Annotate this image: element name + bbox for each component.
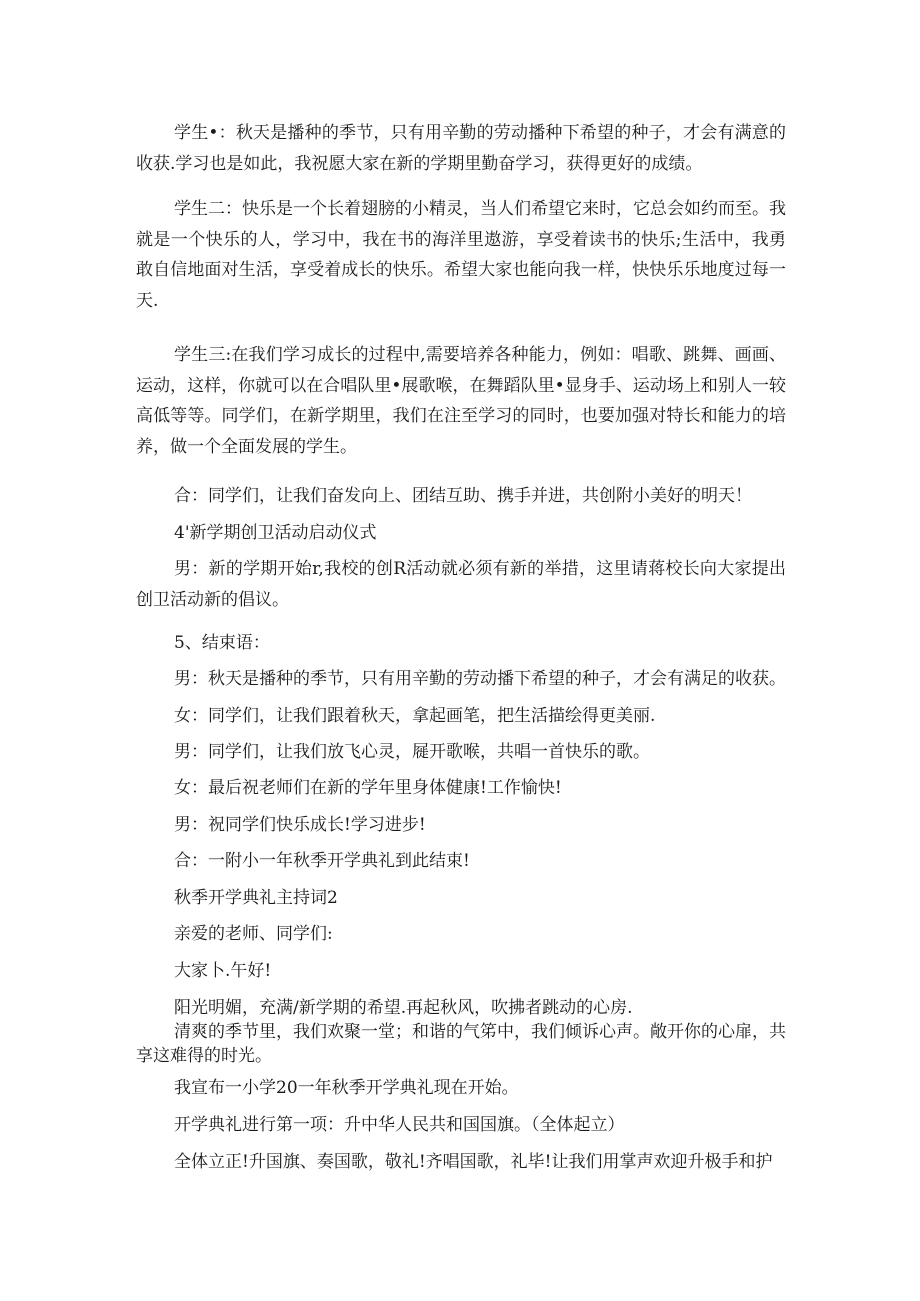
- paragraph-fresh-season: 清爽的季节里，我们欢聚一堂；和谐的气笫中，我们倾诉心声。敞开你的心扉，共享这难得的时光。: [136, 1022, 786, 1066]
- greeting-line: 亲爱的老师、同学们:: [174, 924, 333, 944]
- paragraph-male-3: 男：祝同学们快乐成长!学习进步!: [174, 815, 426, 835]
- paragraph-female-2: 女：最后祝老师们在新的学年里身体健康!工作愉快!: [174, 778, 562, 798]
- paragraph-announcement: 我宣布一小学20一年秋季开学典礼现在开始。: [174, 1078, 519, 1098]
- paragraph-female-1: 女：同学们，让我们跟着秋天，拿起画笔，把生活描绘得更美丽.: [174, 706, 656, 726]
- paragraph-ceremony-item-1: 开学典礼进行第一项：升中华人民共和国国旗。（全体起立）: [174, 1115, 625, 1135]
- paragraph-student-two: 学生二：快乐是一个长着翅膀的小精灵，当人们希望它来时，它总会如约而至。我就是一个快乐的人，学习中，我在书的海洋里遨游，享受着读书的快乐;生活中，我勇敢自信地面对生活，享受着成长的快乐。希望大家也能向我一样，快快乐乐地度过每一天.: [136, 199, 786, 311]
- paragraph-male-2: 男：同学们，让我们放飞心灵，屣开歌喉，共唱一首快乐的歌。: [174, 742, 650, 762]
- paragraph-student-one: 学生•：秋天是播种的季节，只有用辛勤的劳动播种下希望的种子，才会有满意的收获.学习也是如此，我祝愿大家在新的学期里勤奋学习，获得更好的成绩。: [136, 123, 786, 174]
- section-title-2: 秋季开学典礼主持词2: [174, 888, 338, 908]
- section-heading-4: 4'新学期创卫活动启动仪式: [174, 523, 377, 543]
- paragraph-chorus-one: 合：同学们，让我们奋发向上、团结互助、携手并进，共创附小美好的明天！: [174, 486, 752, 506]
- paragraph-chorus-end: 合：一附小一年秋季开学典礼到此结束!: [174, 851, 470, 871]
- paragraph-student-three: 学生三:在我们学习成长的过程中,需要培养各种能力，例如：唱歌、跳舞、画画、运动，这样，你就可以在合唱队里•展歌喉，在舞蹈队里•显身手、运动场上和别人一较高低等等。同学们，在新学期里，我们在注至学习的同时，也要加强对特长和能力的培养，做一个全面发展的学生。: [136, 345, 786, 457]
- paragraph-male-initiative: 男：新的学期开始r,我校的创R活动就必须有新的举措，这里请蒋校长向大家提出创卫活动新的倡议。: [136, 559, 786, 610]
- section-heading-5: 5、结束语：: [174, 633, 270, 653]
- paragraph-flag-raising: 全体立正!升国旗、奏国歌，敬礼!齐唱国歌，礼毕!让我们用掌声欢迎升极手和护: [174, 1152, 773, 1172]
- paragraph-sunshine: 阳光明媚，充满/新学期的希望.再起秋风，吹拂者跳动的心房.: [174, 998, 633, 1018]
- paragraph-male-1: 男：秋天是播种的季节，只有用辛勤的劳动播下希望的种子，才会有满足的收获。: [174, 669, 786, 689]
- greeting-good-afternoon: 大家卜.午好!: [174, 961, 272, 981]
